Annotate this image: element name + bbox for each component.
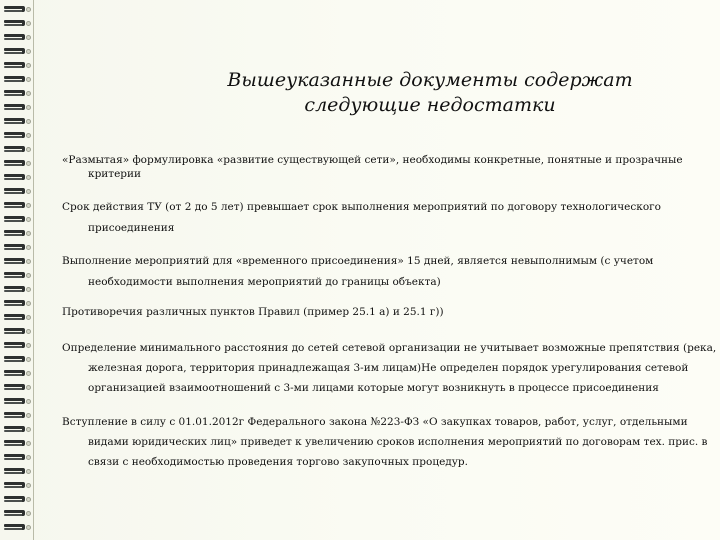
binding-ring-icon (4, 510, 24, 517)
paragraph-temporary-connection (62, 251, 662, 293)
binding-ring-icon (4, 286, 24, 293)
paragraph-line: «Размытая» формулировка «развитие существующей сети», необходимы конкретные, понятные и прозрачные (62, 154, 683, 166)
slide-title-line-1: Вышеуказанные документы содержат (227, 69, 633, 91)
binding-ring-icon (4, 90, 24, 97)
binding-ring-icon (4, 482, 24, 489)
binding-ring-icon (4, 328, 24, 335)
binding-ring-icon (4, 426, 24, 433)
binding-ring-icon (4, 48, 24, 55)
paragraph-line: видами юридических лиц» приведет к увеличению сроков исполнения мероприятий по договорам тех. прис. в (88, 436, 708, 448)
binding-ring-icon (4, 300, 24, 307)
binding-ring-icon (4, 34, 24, 41)
paragraph-tu-validity (62, 197, 662, 239)
binding-ring-icon (4, 524, 24, 531)
binding-ring-icon (4, 258, 24, 265)
paragraph-vague-wording (62, 153, 683, 181)
binding-ring-icon (4, 356, 24, 363)
slide-title (150, 68, 710, 118)
binding-ring-icon (4, 314, 24, 321)
binding-ring-icon (4, 244, 24, 251)
binding-ring-icon (4, 370, 24, 377)
paragraph-line: связи с необходимостью проведения торгово закупочных процедур. (88, 456, 468, 468)
paragraph-line: организацией взаимоотношений с 3-ми лицами которые могут возникнуть в процессе присоединения (88, 382, 659, 394)
paragraph-line: критерии (88, 168, 142, 180)
binding-ring-icon (4, 496, 24, 503)
paragraph-line: присоединения (88, 222, 175, 234)
binding-ring-icon (4, 118, 24, 125)
binding-ring-icon (4, 76, 24, 83)
paragraph-line: Противоречия различных пунктов Правил (пример 25.1 а) и 25.1 г)) (62, 306, 444, 318)
binding-ring-icon (4, 454, 24, 461)
paragraph-line: Срок действия ТУ (от 2 до 5 лет) превышает срок выполнения мероприятий по договору технологического (62, 201, 661, 213)
page-edge-line (33, 0, 34, 540)
binding-ring-icon (4, 20, 24, 27)
binding-ring-icon (4, 412, 24, 419)
spiral-binding (0, 0, 34, 540)
binding-ring-icon (4, 468, 24, 475)
binding-ring-icon (4, 272, 24, 279)
binding-ring-icon (4, 104, 24, 111)
binding-ring-icon (4, 440, 24, 447)
binding-ring-icon (4, 6, 24, 13)
binding-ring-icon (4, 230, 24, 237)
paragraph-line: железная дорога, территория принадлежащая 3-им лицам)Не определен порядок урегулирования сетевой (88, 362, 689, 374)
paragraph-rules-contradictions (62, 305, 662, 319)
binding-ring-icon (4, 188, 24, 195)
paragraph-line: необходимости выполнения мероприятий до границы объекта) (88, 276, 441, 288)
binding-ring-icon (4, 384, 24, 391)
paragraph-line: Вступление в силу с 01.01.2012г Федерального закона №223-ФЗ «О закупках товаров, работ, услуг, отдельными (62, 416, 688, 428)
binding-ring-icon (4, 132, 24, 139)
binding-ring-icon (4, 398, 24, 405)
paragraph-line: Выполнение мероприятий для «временного присоединения» 15 дней, является невыполнимым (с учетом (62, 255, 654, 267)
binding-ring-icon (4, 174, 24, 181)
paragraph-minimum-distance (62, 338, 717, 398)
paragraph-line: Определение минимального расстояния до сетей сетевой организации не учитывает возможные препятствия (река, (62, 342, 717, 354)
paragraph-procurement-law (62, 412, 708, 472)
binding-ring-icon (4, 146, 24, 153)
binding-ring-icon (4, 216, 24, 223)
binding-ring-icon (4, 342, 24, 349)
binding-ring-icon (4, 62, 24, 69)
binding-ring-icon (4, 202, 24, 209)
binding-ring-icon (4, 160, 24, 167)
slide-title-line-2: следующие недостатки (304, 94, 556, 116)
